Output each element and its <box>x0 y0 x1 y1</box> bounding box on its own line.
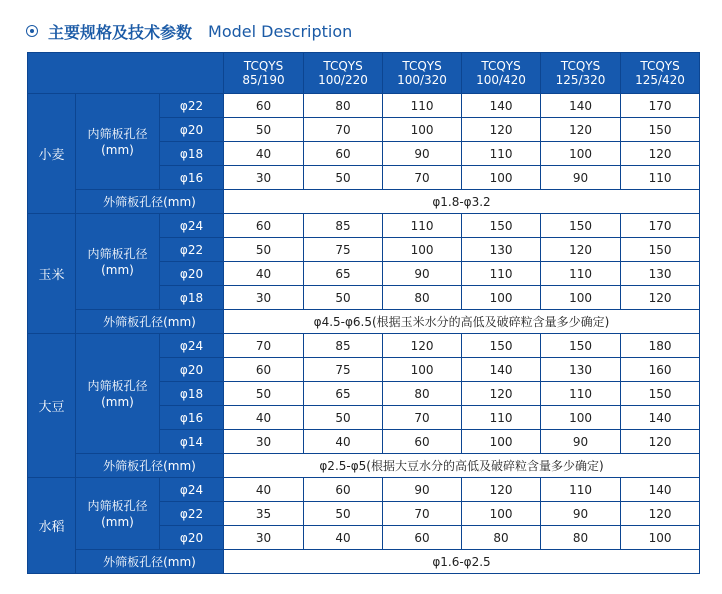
capacity-cell: 180 <box>621 334 700 358</box>
capacity-cell: 110 <box>383 214 462 238</box>
capacity-cell: 110 <box>462 262 541 286</box>
outer-row <box>28 454 700 478</box>
capacity-cell: 70 <box>383 166 462 190</box>
capacity-cell: 120 <box>621 142 700 166</box>
capacity-cell: 130 <box>541 358 621 382</box>
model-header <box>304 53 383 94</box>
capacity-cell: 150 <box>541 334 621 358</box>
capacity-cell: 140 <box>621 478 700 502</box>
capacity-cell: 150 <box>462 214 541 238</box>
aperture-label: φ24 <box>160 334 224 358</box>
capacity-cell: 40 <box>224 142 304 166</box>
aperture-label: φ24 <box>160 214 224 238</box>
table-row <box>28 94 700 118</box>
model-header <box>462 53 541 94</box>
capacity-cell: 40 <box>224 478 304 502</box>
outer-aperture-label: 外筛板孔径(mm) <box>76 310 224 334</box>
model-size: 100/320 <box>397 73 447 87</box>
capacity-cell: 100 <box>383 238 462 262</box>
capacity-cell: 140 <box>541 94 621 118</box>
capacity-cell: 120 <box>621 502 700 526</box>
capacity-cell: 110 <box>541 382 621 406</box>
capacity-cell: 50 <box>304 286 383 310</box>
capacity-cell: 120 <box>462 382 541 406</box>
capacity-cell: 65 <box>304 262 383 286</box>
capacity-cell: 110 <box>541 478 621 502</box>
model-name: TCQYS <box>560 59 601 73</box>
capacity-cell: 120 <box>383 334 462 358</box>
capacity-cell: 100 <box>383 118 462 142</box>
capacity-cell: 60 <box>383 430 462 454</box>
model-name: TCQYS <box>323 59 363 73</box>
capacity-cell: 150 <box>541 214 621 238</box>
capacity-cell: 120 <box>462 118 541 142</box>
aperture-label: φ22 <box>160 502 224 526</box>
capacity-cell: 100 <box>621 526 700 550</box>
capacity-cell: 150 <box>621 238 700 262</box>
capacity-cell: 120 <box>621 286 700 310</box>
spec-body <box>28 94 700 574</box>
aperture-label: φ18 <box>160 286 224 310</box>
capacity-cell: 80 <box>304 94 383 118</box>
capacity-cell: 150 <box>621 118 700 142</box>
capacity-cell: 170 <box>621 94 700 118</box>
capacity-cell: 90 <box>541 166 621 190</box>
capacity-cell: 90 <box>383 142 462 166</box>
table-row <box>28 478 700 502</box>
capacity-cell: 130 <box>462 238 541 262</box>
capacity-cell: 100 <box>462 286 541 310</box>
inner-label-unit: (mm) <box>101 514 134 529</box>
aperture-label: φ22 <box>160 94 224 118</box>
capacity-cell: 80 <box>383 382 462 406</box>
crop-label: 大豆 <box>28 334 76 478</box>
capacity-cell: 100 <box>541 406 621 430</box>
capacity-cell: 75 <box>304 358 383 382</box>
model-name: TCQYS <box>640 59 680 73</box>
outer-row <box>28 550 700 574</box>
capacity-cell: 90 <box>541 430 621 454</box>
inner-aperture-label <box>76 478 160 550</box>
header-corner <box>28 53 224 94</box>
capacity-cell: 50 <box>304 406 383 430</box>
aperture-label: φ20 <box>160 118 224 142</box>
capacity-cell: 100 <box>462 166 541 190</box>
capacity-cell: 130 <box>621 262 700 286</box>
model-size: 125/320 <box>555 73 606 87</box>
capacity-cell: 110 <box>383 94 462 118</box>
circle-bullet-icon <box>26 25 38 37</box>
capacity-cell: 150 <box>462 334 541 358</box>
outer-aperture-value: φ2.5-φ5(根据大豆水分的高低及破碎粒含量多少确定) <box>224 454 700 478</box>
capacity-cell: 50 <box>224 382 304 406</box>
capacity-cell: 30 <box>224 286 304 310</box>
capacity-cell: 120 <box>462 478 541 502</box>
capacity-cell: 85 <box>304 214 383 238</box>
inner-label-line: 内筛板孔径 <box>87 246 148 261</box>
outer-aperture-value: φ4.5-φ6.5(根据玉米水分的高低及破碎粒含量多少确定) <box>224 310 700 334</box>
capacity-cell: 110 <box>621 166 700 190</box>
header-row <box>28 53 700 94</box>
model-size: 100/420 <box>476 73 526 87</box>
model-name: TCQYS <box>402 59 442 73</box>
capacity-cell: 60 <box>304 142 383 166</box>
inner-label-unit: (mm) <box>101 394 134 409</box>
spec-table <box>27 52 700 574</box>
capacity-cell: 75 <box>304 238 383 262</box>
outer-aperture-label: 外筛板孔径(mm) <box>76 454 224 478</box>
table-row <box>28 334 700 358</box>
capacity-cell: 90 <box>541 502 621 526</box>
model-size: 100/220 <box>318 73 368 87</box>
capacity-cell: 110 <box>462 406 541 430</box>
outer-row <box>28 310 700 334</box>
capacity-cell: 140 <box>462 94 541 118</box>
inner-aperture-label <box>76 334 160 454</box>
inner-aperture-label <box>76 94 160 190</box>
capacity-cell: 30 <box>224 526 304 550</box>
capacity-cell: 100 <box>383 358 462 382</box>
capacity-cell: 110 <box>541 262 621 286</box>
model-name: TCQYS <box>481 59 521 73</box>
capacity-cell: 170 <box>621 214 700 238</box>
capacity-cell: 70 <box>224 334 304 358</box>
crop-label: 水稻 <box>28 478 76 574</box>
capacity-cell: 50 <box>304 502 383 526</box>
capacity-cell: 60 <box>224 94 304 118</box>
capacity-cell: 85 <box>304 334 383 358</box>
capacity-cell: 60 <box>224 358 304 382</box>
capacity-cell: 40 <box>224 262 304 286</box>
title-english: Model Description <box>208 21 353 41</box>
capacity-cell: 140 <box>621 406 700 430</box>
capacity-cell: 120 <box>541 238 621 262</box>
inner-label-line: 内筛板孔径 <box>87 498 148 513</box>
aperture-label: φ18 <box>160 142 224 166</box>
outer-aperture-label: 外筛板孔径(mm) <box>76 550 224 574</box>
capacity-cell: 150 <box>621 382 700 406</box>
capacity-cell: 30 <box>224 430 304 454</box>
model-name: TCQYS <box>243 59 284 73</box>
crop-label: 小麦 <box>28 94 76 214</box>
inner-aperture-label <box>76 214 160 310</box>
outer-row <box>28 190 700 214</box>
capacity-cell: 100 <box>462 502 541 526</box>
capacity-cell: 90 <box>383 262 462 286</box>
aperture-label: φ20 <box>160 262 224 286</box>
capacity-cell: 60 <box>304 478 383 502</box>
capacity-cell: 100 <box>462 430 541 454</box>
capacity-cell: 50 <box>224 118 304 142</box>
outer-aperture-label: 外筛板孔径(mm) <box>76 190 224 214</box>
capacity-cell: 80 <box>383 286 462 310</box>
outer-aperture-value: φ1.8-φ3.2 <box>224 190 700 214</box>
capacity-cell: 70 <box>383 502 462 526</box>
capacity-cell: 120 <box>541 118 621 142</box>
capacity-cell: 80 <box>541 526 621 550</box>
capacity-cell: 40 <box>304 526 383 550</box>
model-header <box>621 53 700 94</box>
aperture-label: φ18 <box>160 382 224 406</box>
model-header <box>224 53 304 94</box>
capacity-cell: 110 <box>462 142 541 166</box>
capacity-cell: 50 <box>224 238 304 262</box>
aperture-label: φ20 <box>160 358 224 382</box>
inner-label-line: 内筛板孔径 <box>87 378 148 393</box>
aperture-label: φ22 <box>160 238 224 262</box>
capacity-cell: 140 <box>462 358 541 382</box>
capacity-cell: 70 <box>383 406 462 430</box>
model-size: 85/190 <box>242 73 285 87</box>
inner-label-unit: (mm) <box>101 142 134 157</box>
capacity-cell: 80 <box>462 526 541 550</box>
model-header <box>541 53 621 94</box>
table-row <box>28 214 700 238</box>
aperture-label: φ14 <box>160 430 224 454</box>
outer-aperture-value: φ1.6-φ2.5 <box>224 550 700 574</box>
crop-label: 玉米 <box>28 214 76 334</box>
capacity-cell: 60 <box>224 214 304 238</box>
capacity-cell: 70 <box>304 118 383 142</box>
aperture-label: φ16 <box>160 166 224 190</box>
capacity-cell: 40 <box>304 430 383 454</box>
capacity-cell: 100 <box>541 142 621 166</box>
model-header <box>383 53 462 94</box>
capacity-cell: 100 <box>541 286 621 310</box>
aperture-label: φ16 <box>160 406 224 430</box>
title-chinese: 主要规格及技术参数 <box>48 22 193 42</box>
capacity-cell: 30 <box>224 166 304 190</box>
capacity-cell: 35 <box>224 502 304 526</box>
capacity-cell: 50 <box>304 166 383 190</box>
inner-label-line: 内筛板孔径 <box>87 126 148 141</box>
capacity-cell: 120 <box>621 430 700 454</box>
capacity-cell: 60 <box>383 526 462 550</box>
capacity-cell: 90 <box>383 478 462 502</box>
aperture-label: φ20 <box>160 526 224 550</box>
section-header <box>26 18 352 44</box>
capacity-cell: 160 <box>621 358 700 382</box>
capacity-cell: 65 <box>304 382 383 406</box>
aperture-label: φ24 <box>160 478 224 502</box>
capacity-cell: 40 <box>224 406 304 430</box>
model-size: 125/420 <box>635 73 685 87</box>
inner-label-unit: (mm) <box>101 262 134 277</box>
